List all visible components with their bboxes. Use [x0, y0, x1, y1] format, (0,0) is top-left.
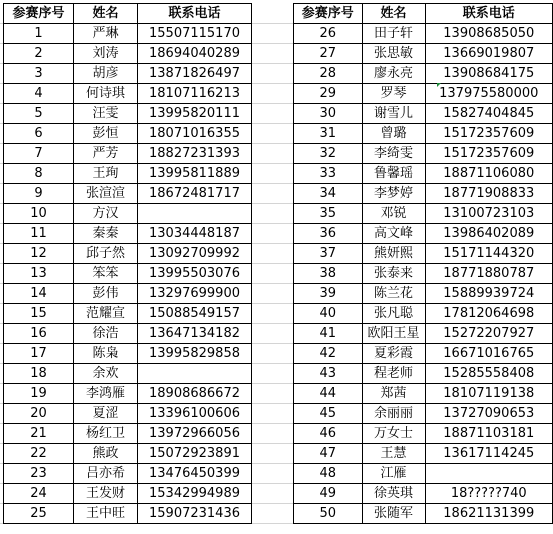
cell-name[interactable]: 余欢: [74, 364, 138, 384]
cell-name[interactable]: 王慧: [362, 444, 425, 464]
cell-id[interactable]: 10: [4, 204, 74, 224]
cell-id[interactable]: 19: [4, 384, 74, 404]
cell-phone[interactable]: 13727090653: [425, 404, 552, 424]
table-row: [294, 344, 553, 364]
cell-phone[interactable]: 18908686672: [138, 384, 252, 404]
cell-name[interactable]: 陈兰花: [362, 284, 425, 304]
cell-phone[interactable]: 18771880787: [425, 264, 552, 284]
cell-name[interactable]: 彭恒: [74, 124, 138, 144]
table-row: [4, 144, 252, 164]
cell-phone[interactable]: 18107116213: [138, 84, 252, 104]
cell-phone[interactable]: 13871826497: [138, 64, 252, 84]
cell-id[interactable]: 34: [294, 184, 363, 204]
cell-name[interactable]: 万女士: [362, 424, 425, 444]
cell-id[interactable]: 28: [294, 64, 363, 84]
cell-id[interactable]: 17: [4, 344, 74, 364]
cell-phone[interactable]: 18871103181: [425, 424, 552, 444]
cell-id[interactable]: 48: [294, 464, 363, 484]
table-row: [294, 304, 553, 324]
roster-table-left-block: [3, 3, 252, 524]
cell-id[interactable]: 23: [4, 464, 74, 484]
table-row: [294, 384, 553, 404]
table-row: [4, 464, 252, 484]
cell-name[interactable]: 熊政: [74, 444, 138, 464]
cell-name[interactable]: 王发财: [74, 484, 138, 504]
cell-phone[interactable]: 15907231436: [138, 504, 252, 524]
cell-name[interactable]: 张泰来: [362, 264, 425, 284]
cell-id[interactable]: 32: [294, 144, 363, 164]
cell-id[interactable]: 25: [4, 504, 74, 524]
cell-id[interactable]: 13: [4, 264, 74, 284]
header-phone[interactable]: 联系电话: [425, 4, 552, 24]
table-row: [4, 244, 252, 264]
cell-name[interactable]: 邱子然: [74, 244, 138, 264]
table-row: [4, 64, 252, 84]
table-row: [4, 444, 252, 464]
cell-id[interactable]: 18: [4, 364, 74, 384]
table-row: [4, 24, 252, 44]
table-row: [4, 424, 252, 444]
cell-phone[interactable]: 13986402089: [425, 224, 552, 244]
cell-name[interactable]: 吕亦希: [74, 464, 138, 484]
cell-name[interactable]: 王珣: [74, 164, 138, 184]
table-row: [4, 384, 252, 404]
cell-phone[interactable]: 15827404845: [425, 104, 552, 124]
cell-name[interactable]: 胡彦: [74, 64, 138, 84]
cell-id[interactable]: 9: [4, 184, 74, 204]
cell-name[interactable]: 罗琴: [362, 84, 425, 104]
cell-id[interactable]: 42: [294, 344, 363, 364]
cell-name[interactable]: 程老师: [362, 364, 425, 384]
cell-id[interactable]: 20: [4, 404, 74, 424]
cell-name[interactable]: 秦秦: [74, 224, 138, 244]
cell-phone[interactable]: 13297699900: [138, 284, 252, 304]
table-row: [4, 304, 252, 324]
cell-name[interactable]: 杨红卫: [74, 424, 138, 444]
cell-name[interactable]: 方汉: [74, 204, 138, 224]
cell-name[interactable]: 徐浩: [74, 324, 138, 344]
roster-table-right: [293, 3, 553, 524]
cell-name[interactable]: 江雁: [362, 464, 425, 484]
cell-phone[interactable]: [425, 464, 552, 484]
cell-phone[interactable]: 13396100606: [138, 404, 252, 424]
cell-phone[interactable]: 13647134182: [138, 324, 252, 344]
cell-id[interactable]: 22: [4, 444, 74, 464]
cell-id[interactable]: 50: [294, 504, 363, 524]
table-row: [294, 504, 553, 524]
table-row: [294, 184, 553, 204]
cell-phone[interactable]: [138, 204, 252, 224]
table-row: [294, 44, 553, 64]
cell-name[interactable]: 李绮雯: [362, 144, 425, 164]
table-row: [294, 444, 553, 464]
table-header-row: [4, 4, 252, 24]
cell-name[interactable]: 张随军: [362, 504, 425, 524]
cell-phone[interactable]: 13995829858: [138, 344, 252, 364]
cell-phone[interactable]: 18672481717: [138, 184, 252, 204]
cell-name[interactable]: 王中旺: [74, 504, 138, 524]
cell-phone[interactable]: 13100723103: [425, 204, 552, 224]
cell-phone[interactable]: 13669019807: [425, 44, 552, 64]
table-row: [294, 264, 553, 284]
cell-phone[interactable]: 18?????740: [425, 484, 552, 504]
table-row: [294, 64, 553, 84]
cell-id[interactable]: 29: [294, 84, 363, 104]
cell-name[interactable]: 汪雯: [74, 104, 138, 124]
cell-name[interactable]: 田子轩: [362, 24, 425, 44]
table-row: [4, 84, 252, 104]
table-row: [294, 364, 553, 384]
cell-id[interactable]: 30: [294, 104, 363, 124]
cell-phone[interactable]: 18071016355: [138, 124, 252, 144]
cell-name[interactable]: 余丽丽: [362, 404, 425, 424]
table-row: [4, 204, 252, 224]
cell-id[interactable]: 6: [4, 124, 74, 144]
table-row: [294, 424, 553, 444]
header-phone[interactable]: 联系电话: [138, 4, 252, 24]
cell-id[interactable]: 15: [4, 304, 74, 324]
cell-id[interactable]: 1: [4, 24, 74, 44]
table-row: [4, 344, 252, 364]
cell-name[interactable]: 范耀宣: [74, 304, 138, 324]
cell-id[interactable]: 27: [294, 44, 363, 64]
cell-phone[interactable]: 13034448187: [138, 224, 252, 244]
cell-id[interactable]: 11: [4, 224, 74, 244]
cell-id[interactable]: 37: [294, 244, 363, 264]
table-row: [4, 44, 252, 64]
cell-name[interactable]: 谢雪儿: [362, 104, 425, 124]
table-row: [294, 464, 553, 484]
cell-phone[interactable]: 13617114245: [425, 444, 552, 464]
cell-id[interactable]: 24: [4, 484, 74, 504]
table-row: [294, 404, 553, 424]
cell-id[interactable]: 36: [294, 224, 363, 244]
cell-name[interactable]: 陈枭: [74, 344, 138, 364]
cell-id[interactable]: 39: [294, 284, 363, 304]
cell-phone[interactable]: 15171144320: [425, 244, 552, 264]
cell-phone[interactable]: 18771908833: [425, 184, 552, 204]
cell-phone[interactable]: 18107119138: [425, 384, 552, 404]
header-id[interactable]: 参赛序号: [294, 4, 363, 24]
cell-id[interactable]: 2: [4, 44, 74, 64]
table-row: [4, 164, 252, 184]
cell-phone[interactable]: 16671016765: [425, 344, 552, 364]
table-row: [294, 144, 553, 164]
roster-table-left: [3, 3, 252, 524]
cell-phone[interactable]: 13092709992: [138, 244, 252, 264]
cell-phone[interactable]: 13908685050: [425, 24, 552, 44]
table-row: [294, 24, 553, 44]
cell-id[interactable]: 16: [4, 324, 74, 344]
cell-error-indicator: [437, 83, 441, 87]
table-row: [4, 184, 252, 204]
cell-name[interactable]: 徐英琪: [362, 484, 425, 504]
cell-name[interactable]: 张凡聪: [362, 304, 425, 324]
header-name[interactable]: 姓名: [74, 4, 138, 24]
cell-name[interactable]: 刘涛: [74, 44, 138, 64]
cell-phone[interactable]: 13995503076: [138, 264, 252, 284]
table-header-row: [294, 4, 553, 24]
cell-id[interactable]: 7: [4, 144, 74, 164]
cell-name[interactable]: 严芳: [74, 144, 138, 164]
cell-phone[interactable]: 13476450399: [138, 464, 252, 484]
cell-name[interactable]: 何诗琪: [74, 84, 138, 104]
table-row: [294, 484, 553, 504]
table-row: [4, 484, 252, 504]
cell-id[interactable]: 49: [294, 484, 363, 504]
cell-name[interactable]: 夏彩霞: [362, 344, 425, 364]
table-row: [4, 284, 252, 304]
cell-id[interactable]: 41: [294, 324, 363, 344]
cell-id[interactable]: 8: [4, 164, 74, 184]
cell-id[interactable]: 33: [294, 164, 363, 184]
cell-id[interactable]: 38: [294, 264, 363, 284]
cell-phone[interactable]: 15285558408: [425, 364, 552, 384]
cell-phone[interactable]: 15172357609: [425, 144, 552, 164]
cell-phone[interactable]: 13972966056: [138, 424, 252, 444]
table-row: [294, 164, 553, 184]
table-row: [294, 244, 553, 264]
cell-phone[interactable]: 18621131399: [425, 504, 552, 524]
cell-phone[interactable]: 18871106080: [425, 164, 552, 184]
cell-phone[interactable]: 15507115170: [138, 24, 252, 44]
cell-name[interactable]: 郑茜: [362, 384, 425, 404]
cell-name[interactable]: 笨笨: [74, 264, 138, 284]
table-row: [4, 404, 252, 424]
cell-id[interactable]: 44: [294, 384, 363, 404]
cell-name[interactable]: 廖永亮: [362, 64, 425, 84]
roster-table-right-block: [293, 3, 553, 524]
cell-name[interactable]: 李鸿雁: [74, 384, 138, 404]
cell-id[interactable]: 45: [294, 404, 363, 424]
cell-name[interactable]: 张思敏: [362, 44, 425, 64]
cell-name[interactable]: 严琳: [74, 24, 138, 44]
cell-phone[interactable]: 15088549157: [138, 304, 252, 324]
cell-id[interactable]: 14: [4, 284, 74, 304]
table-row: [4, 124, 252, 144]
cell-id[interactable]: 5: [4, 104, 74, 124]
cell-name[interactable]: 熊妍熙: [362, 244, 425, 264]
table-row: [4, 324, 252, 344]
cell-id[interactable]: 26: [294, 24, 363, 44]
cell-phone[interactable]: 137975580000: [425, 84, 552, 104]
cell-id[interactable]: 12: [4, 244, 74, 264]
cell-name[interactable]: 鲁馨瑶: [362, 164, 425, 184]
cell-phone[interactable]: 17812064698: [425, 304, 552, 324]
cell-phone[interactable]: 15342994989: [138, 484, 252, 504]
cell-phone[interactable]: 18827231393: [138, 144, 252, 164]
cell-id[interactable]: 43: [294, 364, 363, 384]
table-row: [4, 264, 252, 284]
cell-name[interactable]: 欧阳王星: [362, 324, 425, 344]
cell-id[interactable]: 46: [294, 424, 363, 444]
table-row: [294, 84, 553, 104]
table-row: [294, 204, 553, 224]
cell-phone[interactable]: 13995820111: [138, 104, 252, 124]
table-row: [294, 124, 553, 144]
cell-id[interactable]: 40: [294, 304, 363, 324]
cell-phone[interactable]: 15889939724: [425, 284, 552, 304]
cell-name[interactable]: 高文峰: [362, 224, 425, 244]
table-row: [4, 364, 252, 384]
cell-phone[interactable]: 15072923891: [138, 444, 252, 464]
cell-phone[interactable]: 15272207927: [425, 324, 552, 344]
cell-id[interactable]: 21: [4, 424, 74, 444]
cell-phone[interactable]: 13908684175: [425, 64, 552, 84]
cell-name[interactable]: 曾璐: [362, 124, 425, 144]
cell-id[interactable]: 47: [294, 444, 363, 464]
cell-phone[interactable]: [138, 364, 252, 384]
table-row: [294, 224, 553, 244]
table-row: [294, 324, 553, 344]
cell-phone[interactable]: 13995811889: [138, 164, 252, 184]
table-row: [4, 104, 252, 124]
table-row: [294, 284, 553, 304]
header-name[interactable]: 姓名: [362, 4, 425, 24]
header-id[interactable]: 参赛序号: [4, 4, 74, 24]
cell-name[interactable]: 夏涩: [74, 404, 138, 424]
cell-id[interactable]: 3: [4, 64, 74, 84]
cell-phone[interactable]: 15172357609: [425, 124, 552, 144]
cell-id[interactable]: 31: [294, 124, 363, 144]
cell-name[interactable]: 邓锐: [362, 204, 425, 224]
cell-name[interactable]: 彭伟: [74, 284, 138, 304]
cell-name[interactable]: 李梦婷: [362, 184, 425, 204]
table-row: [4, 224, 252, 244]
table-row: [4, 504, 252, 524]
cell-name[interactable]: 张渲渲: [74, 184, 138, 204]
cell-id[interactable]: 4: [4, 84, 74, 104]
cell-phone[interactable]: 18694040289: [138, 44, 252, 64]
cell-id[interactable]: 35: [294, 204, 363, 224]
table-row: [294, 104, 553, 124]
